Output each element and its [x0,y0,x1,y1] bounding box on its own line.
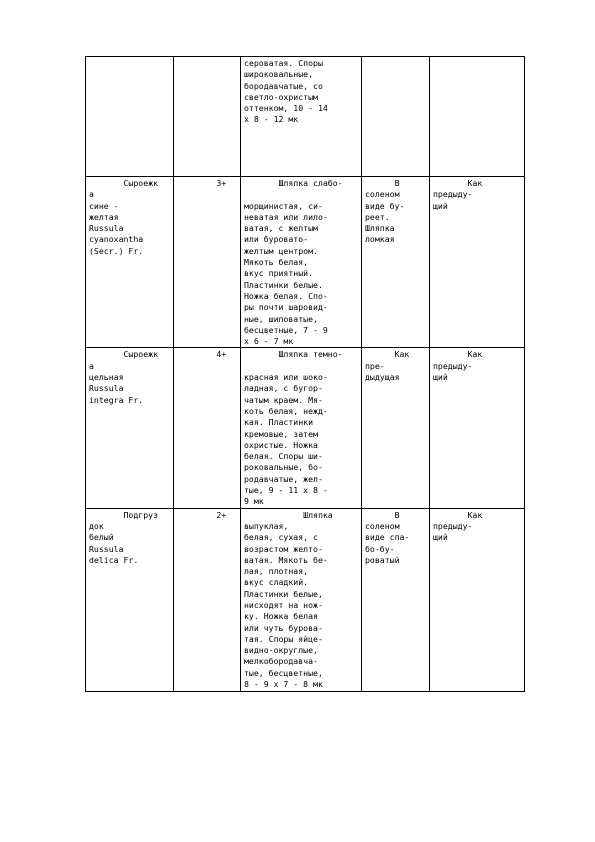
grade-cell: 4+ [174,348,241,508]
species-name-cell: Сыроежк а сине - желтая Russula cyanoxantha (Secr.) Fr. [86,177,174,348]
usage-cell: Как предыду- щий [430,177,525,348]
table-row [86,57,525,177]
notes-cell: Как пре- дыдущая [362,348,430,508]
species-name-cell: Подгруз док белый Russula delica Fr. [86,508,174,691]
description-cell: Шляпка выпуклая, белая, сухая, с возрастом желто- ватая. Мякоть бе- лая, плотная, вкус сладкий. Пластинки белые, нисходят на нож- ку. Ножка белая или чуть бурова- тая. Споры яйце- видно-округлые, мелкобородавча- тые, бесцветные, 8 - 9 х 7 - 8 мк [241,508,362,691]
description-cell: Шляпка темно- красная или шоко- ладная, с бугор- чатым краем. Мя- коть белая, нежд- кая. Пластинки кремовые, затем охристые. Ножка белая. Споры ши- роковальные, бо- родавчатые, жел- тые, 9 - 11 х 8 - 9 мк [241,348,362,508]
usage-cell [430,57,525,177]
notes-cell: В соленом виде спа- бо-бу- роватый [362,508,430,691]
table-row [86,177,525,348]
description-cell: Шляпка слабо- морщинистая, си- неватая или лило- ватая, с желтым или буровато- желтым центром. Мякоть белая, вкус приятный. Пластинки белые. Ножка белая. Спо- ры почти шаровид- ные, шиповатые, бесцветные, 7 - 9 х 6 - 7 мк [241,177,362,348]
notes-cell [362,57,430,177]
description-cell: сероватая. Споры широковальные, бородавчатые, со светло-охристым оттенком, 10 - 14 х 8 - 12 мк [241,57,362,177]
grade-cell: 2+ [174,508,241,691]
table-row [86,348,525,508]
grade-cell: 3+ [174,177,241,348]
usage-cell: Как предыду- щий [430,348,525,508]
species-name-cell [86,57,174,177]
species-name-cell: Сыроежк а цельная Russula integra Fr. [86,348,174,508]
notes-cell: В соленом виде бу- реет. Шляпка ломкая [362,177,430,348]
mushroom-table [85,56,525,692]
table-row [86,508,525,691]
usage-cell: Как предыду- щий [430,508,525,691]
grade-cell [174,57,241,177]
